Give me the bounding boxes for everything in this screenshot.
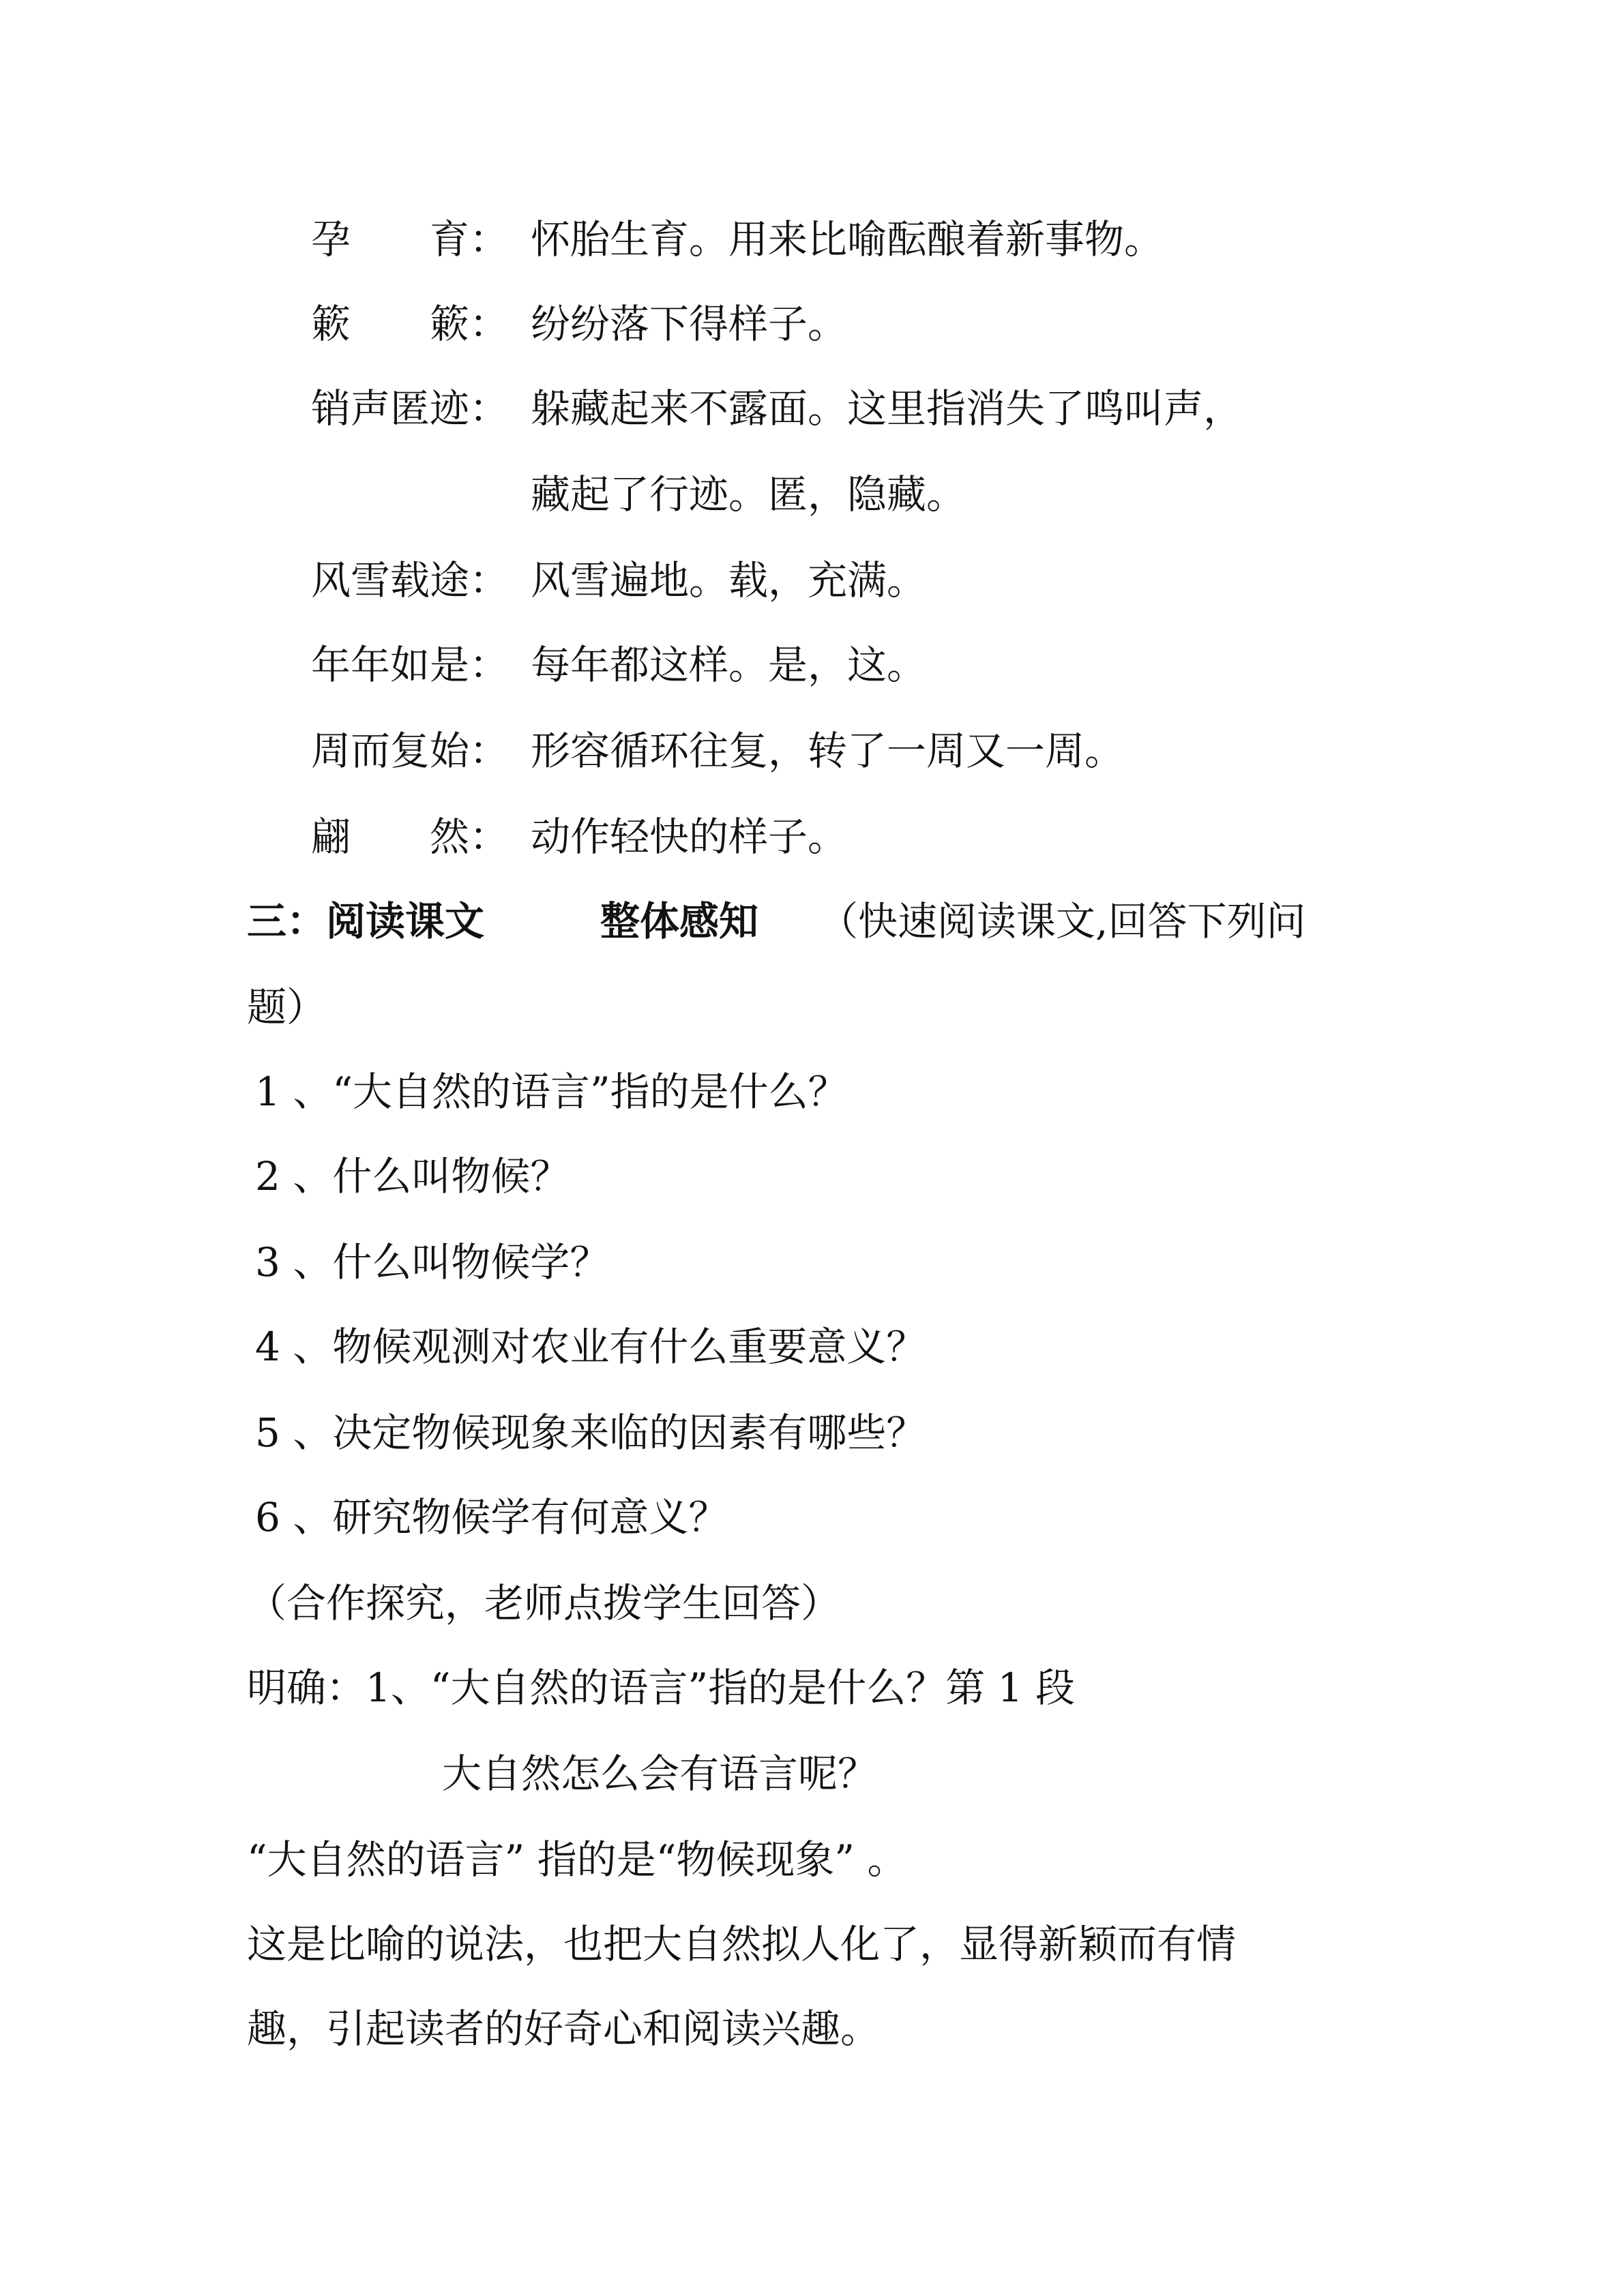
section-subheading: 整体感知 xyxy=(600,898,759,944)
vocab-definition: 怀胎生育。用来比喻酝酿着新事物。 xyxy=(531,216,1164,263)
vocab-term: 簌 簌： xyxy=(311,301,510,347)
vocab-term: 周而复始： xyxy=(311,728,510,774)
vocab-definition: 形容循环往复，转了一周又一周。 xyxy=(531,728,1125,774)
rhetorical-question: 大自然怎么会有语言呢？ xyxy=(442,1750,878,1797)
question-item: 5 、决定物候现象来临的因素有哪些？ xyxy=(255,1410,926,1456)
vocab-term: 孕 育： xyxy=(311,216,510,263)
vocab-definition: 躲藏起来不露面。这里指消失了鸣叫声， xyxy=(531,385,1243,432)
vocab-term: 销声匿迹： xyxy=(311,385,510,432)
question-item: 3 、什么叫物候学？ xyxy=(255,1239,610,1285)
discussion-prompt: （合作探究，老师点拨学生回答） xyxy=(247,1580,841,1626)
question-item: 1 、“大自然的语言”指的是什么？ xyxy=(255,1069,848,1115)
question-item: 6 、研究物候学有何意义？ xyxy=(255,1494,728,1540)
vocab-definition: 动作轻快的样子。 xyxy=(531,814,848,860)
explanation-line: 趣，引起读者的好奇心和阅读兴趣。 xyxy=(247,2006,881,2052)
section-note: （快速阅读课文,回答下列问 xyxy=(818,898,1306,944)
vocab-term: 年年如是： xyxy=(311,642,510,688)
answer-line: 明确：1、“大自然的语言”指的是什么？第 1 段 xyxy=(247,1665,1075,1711)
question-item: 2 、什么叫物候？ xyxy=(255,1153,570,1199)
question-item: 4 、物候观测对农业有什么重要意义？ xyxy=(255,1324,926,1370)
vocab-term: 翩 然： xyxy=(311,814,510,860)
vocab-definition: 风雪遍地。载，充满。 xyxy=(531,557,927,603)
vocab-term: 风雪载途： xyxy=(311,557,510,603)
section-note-continued: 题） xyxy=(247,984,327,1030)
vocab-definition-continued: 藏起了行迹。匿，隐藏。 xyxy=(531,471,966,518)
vocab-definition: 纷纷落下得样子。 xyxy=(531,301,848,347)
section-heading-row xyxy=(247,898,1306,944)
section-heading: 三：阅读课文 xyxy=(247,898,485,944)
answer-statement: “大自然的语言” 指的是“物候现象” 。 xyxy=(247,1836,907,1883)
vocab-definition: 每年都这样。是，这。 xyxy=(531,642,927,688)
explanation-line: 这是比喻的说法，也把大自然拟人化了，显得新颖而有情 xyxy=(247,1921,1237,1967)
